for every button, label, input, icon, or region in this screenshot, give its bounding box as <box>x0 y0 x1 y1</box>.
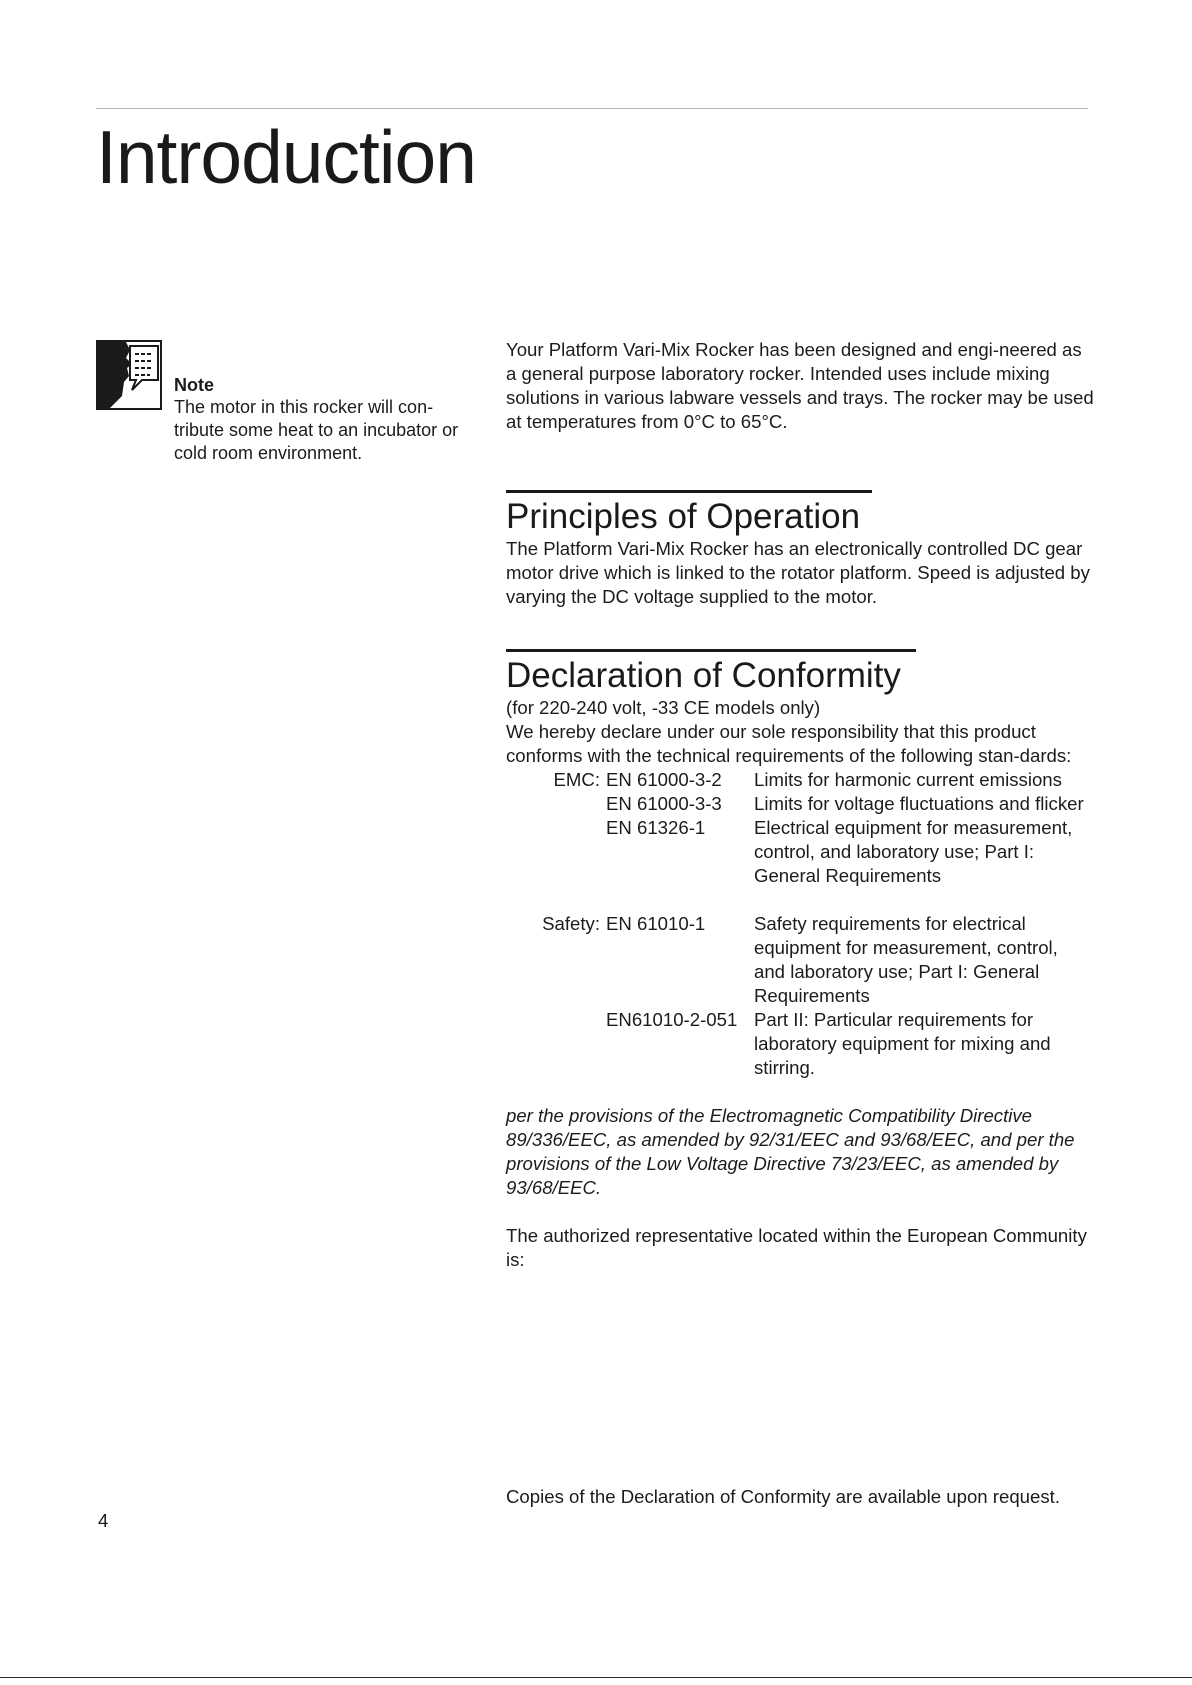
copies-text: Copies of the Declaration of Conformity are available upon request. <box>506 1486 1060 1507</box>
standard-code: EN 61000-3-2 <box>606 769 722 790</box>
standard-description: Part II: Particular requirements for laboratory equipment for mixing and stirring. <box>754 1009 1051 1078</box>
principles-rule <box>506 490 872 493</box>
top-rule <box>96 108 1088 109</box>
conformity-subtitle: (for 220-240 volt, -33 CE models only) <box>506 697 821 718</box>
page-number: 4 <box>98 1510 109 1531</box>
page-title: Introduction <box>96 115 476 199</box>
standards-row <box>526 912 1094 1008</box>
standard-description: Limits for voltage fluctuations and flicker <box>754 793 1084 814</box>
conformity-intro: We hereby declare under our sole responsibility that this product conforms with the technical requirements of the following stan-dards: <box>506 721 1072 766</box>
provisions-text: per the provisions of the Electromagnetic Compatibility Directive 89/336/EEC, as amended by 92/31/EEC and 93/68/EEC, and per the provisions of the Low Voltage Directive 73/23/EEC, as amended by 93/68/EEC. <box>506 1105 1075 1198</box>
standards-row <box>526 768 1094 792</box>
standards-table <box>526 768 1094 1080</box>
note-heading: Note <box>174 375 214 395</box>
standards-group-label: Safety: <box>542 913 600 934</box>
representative-text: The authorized representative located within the European Community is: <box>506 1225 1087 1270</box>
standards-row <box>526 792 1094 816</box>
intro-paragraph: Your Platform Vari-Mix Rocker has been designed and engi-neered as a general purpose laboratory rocker. Intended uses include mixing solutions in various labware vessels and trays. The rocker may be used at temperatures from 0°C to 65°C. <box>506 339 1094 432</box>
standard-description: Limits for harmonic current emissions <box>754 769 1062 790</box>
note-body: The motor in this rocker will con-tribute some heat to an incubator or cold room environment. <box>174 397 459 463</box>
main-column <box>506 338 1096 1272</box>
principles-body: The Platform Vari-Mix Rocker has an electronically controlled DC gear motor drive which is linked to the rotator platform. Speed is adjusted by varying the DC voltage supplied to the motor. <box>506 538 1090 607</box>
principles-title: Principles of Operation <box>506 497 861 536</box>
note-speaker-icon <box>96 340 162 410</box>
note-text-block <box>174 374 479 465</box>
standard-code: EN61010-2-051 <box>606 1009 738 1030</box>
standards-row <box>526 1008 1094 1080</box>
standard-description: Safety requirements for electrical equipment for measurement, control, and laboratory use; Part I: General Requirements <box>754 913 1058 1006</box>
standard-code: EN 61000-3-3 <box>606 793 722 814</box>
conformity-title: Declaration of Conformity <box>506 656 901 695</box>
conformity-rule <box>506 649 916 652</box>
standard-code: EN 61326-1 <box>606 817 706 838</box>
standards-group-label: EMC: <box>553 769 600 790</box>
standard-code: EN 61010-1 <box>606 913 706 934</box>
bottom-rule <box>0 1677 1192 1678</box>
standards-row <box>526 816 1094 888</box>
standard-description: Electrical equipment for measurement, control, and laboratory use; Part I: General Requirements <box>754 817 1073 886</box>
